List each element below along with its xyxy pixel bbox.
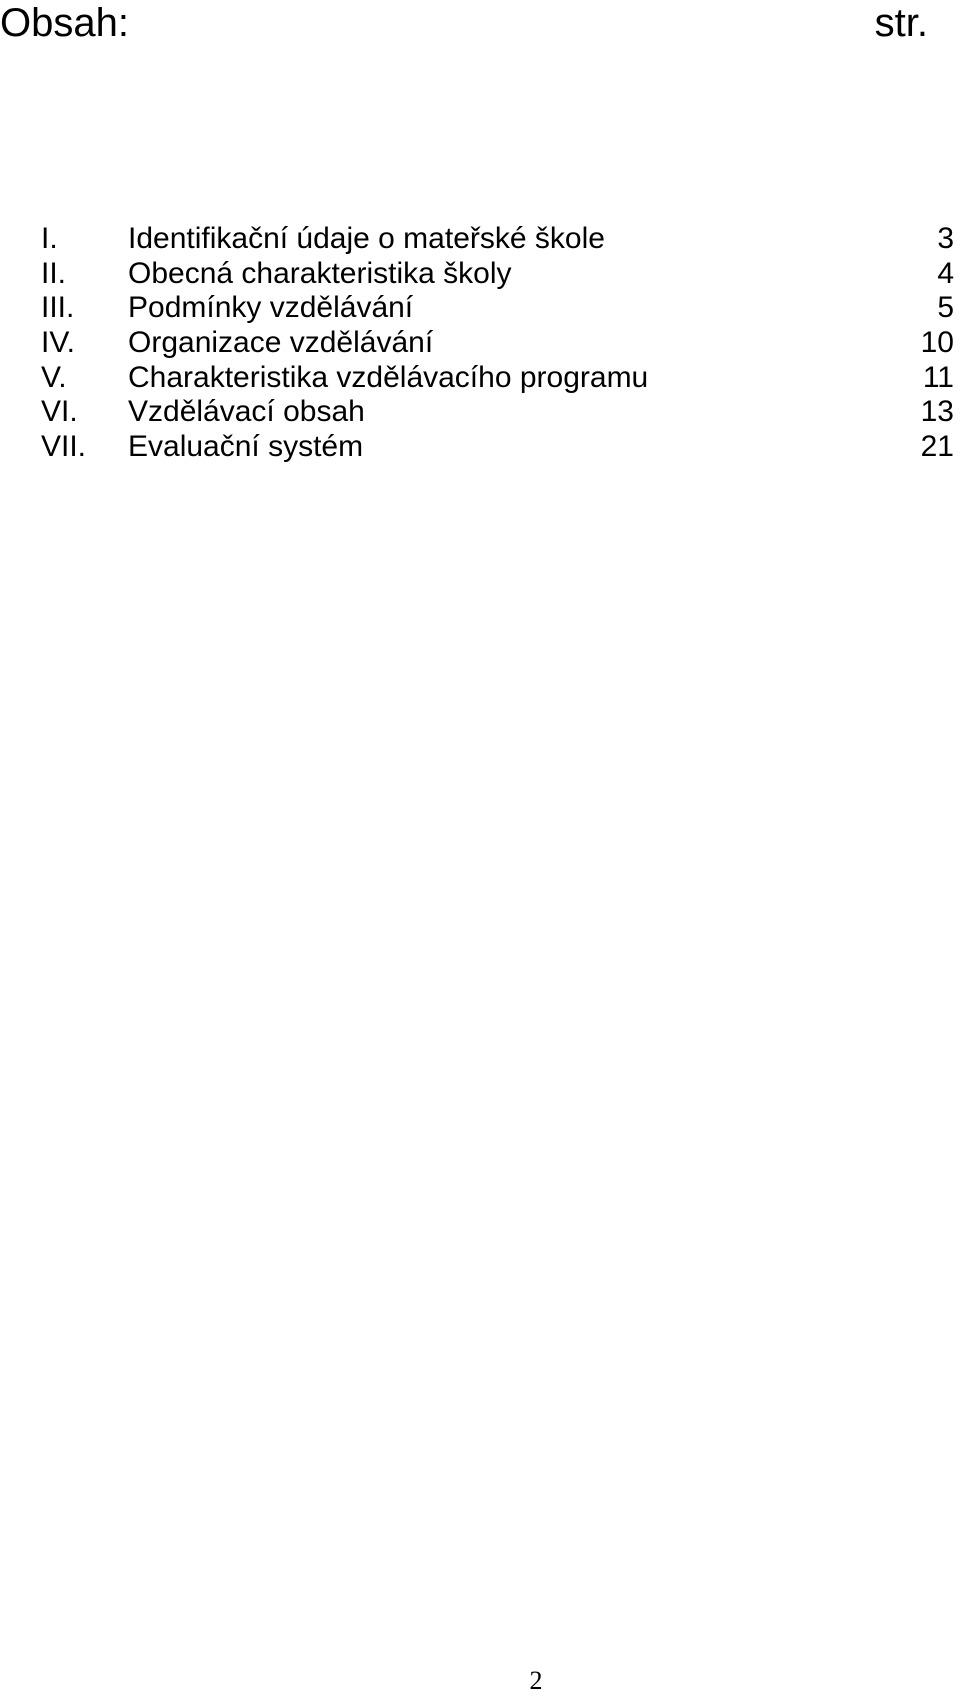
toc-entry-title: Identifikační údaje o mateřské škole [128,222,605,255]
toc-entry-page: 3 [937,222,954,255]
toc-entry-title: Organizace vzdělávání [128,326,434,360]
toc-entry-number: IV. [41,326,75,360]
toc-entry[interactable] [0,257,960,292]
toc-entry[interactable] [0,430,960,465]
toc-entry[interactable] [0,395,960,430]
toc-entry-number: I. [41,222,58,255]
toc-entry-title: Obecná charakteristika školy [128,256,512,290]
toc-entry-page: 21 [920,430,954,464]
toc-entry-number: V. [41,360,67,394]
toc-entry-number: VII. [41,430,87,464]
toc-entry-number: VI. [41,395,78,429]
contents-heading [0,0,960,50]
toc-entry-page: 13 [920,395,954,429]
toc-entry-page: 4 [937,256,954,290]
toc-entry-number: II. [41,256,67,290]
toc-entry[interactable] [0,222,960,257]
toc-entry-page: 5 [937,291,954,325]
contents-title: Obsah: [0,1,129,45]
table-of-contents [0,222,960,465]
toc-entry-number: III. [41,291,75,325]
toc-entry[interactable] [0,291,960,326]
toc-entry[interactable] [0,326,960,361]
toc-entry-title: Charakteristika vzdělávacího programu [128,360,649,394]
toc-entry-title: Vzdělávací obsah [128,395,365,429]
toc-entry-page: 11 [922,360,954,394]
toc-entry-title: Evaluační systém [128,430,364,464]
toc-entry[interactable] [0,361,960,396]
page-number: 2 [529,1666,543,1695]
toc-entry-title: Podmínky vzdělávání [128,291,414,325]
page-column-label: str. [874,1,928,45]
toc-entry-page: 10 [920,326,954,360]
